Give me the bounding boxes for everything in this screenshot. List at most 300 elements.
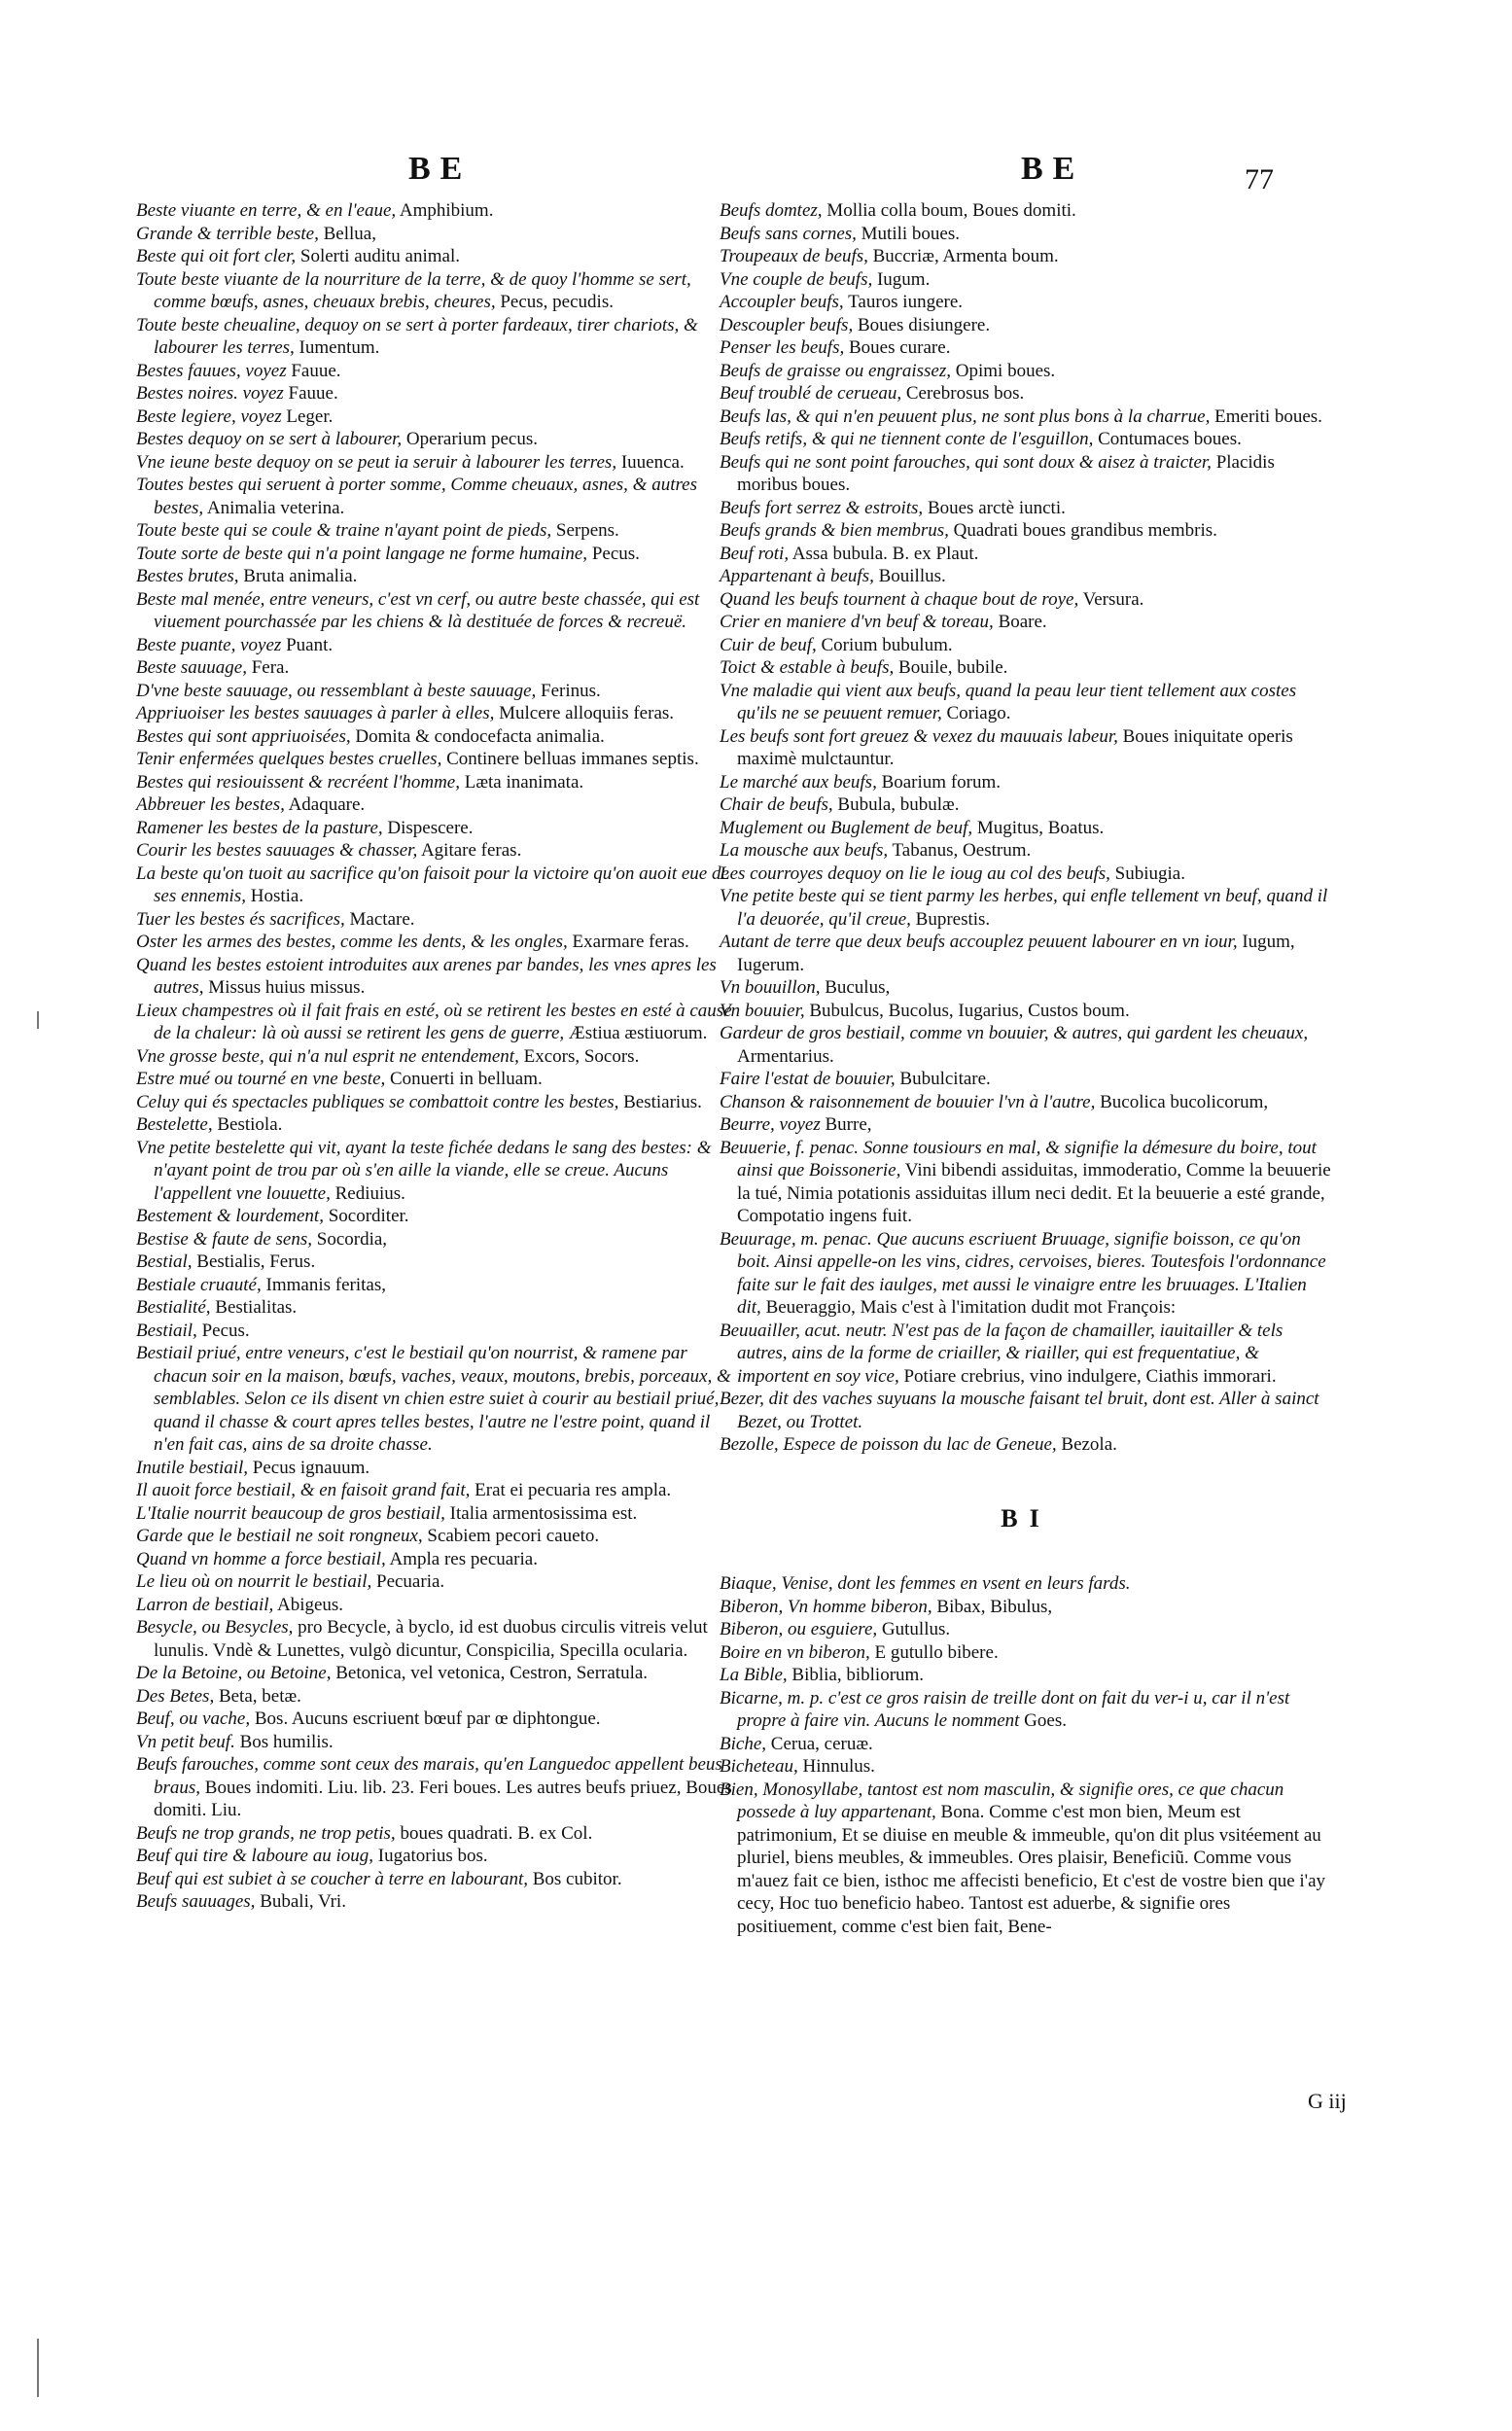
entry-french: Crier en maniere d'vn beuf & toreau, bbox=[720, 612, 994, 632]
entry-french: Toute sorte de beste qui n'a point langage ne forme humaine, bbox=[136, 543, 588, 564]
dictionary-entry bbox=[720, 565, 1332, 588]
entry-french: Beuuerie, f. penac. Sonne tousiours en mal, & signifie la démesure du boire, tout ainsi que Boissonerie, bbox=[720, 1137, 1317, 1180]
dictionary-entry bbox=[720, 1000, 1332, 1023]
entry-french: Toute beste qui se coule & traine n'ayant point de pieds, bbox=[136, 520, 552, 541]
dictionary-entry bbox=[720, 1022, 1332, 1068]
entry-latin: Exarmare feras. bbox=[572, 932, 689, 952]
entry-french: Beuf roti, bbox=[720, 543, 790, 564]
dictionary-entry bbox=[136, 223, 734, 246]
entry-french: Bestes brutes, bbox=[136, 566, 239, 586]
entry-latin: Scabiem pecori caueto. bbox=[427, 1526, 600, 1546]
dictionary-entry bbox=[720, 1068, 1332, 1091]
entry-latin: Placidis moribus boues. bbox=[737, 451, 1275, 495]
entry-latin: Immanis feritas, bbox=[265, 1274, 386, 1295]
dictionary-entry bbox=[720, 931, 1332, 976]
dictionary-entry bbox=[720, 336, 1332, 360]
entry-french: Chanson & raisonnement de bouuier l'vn à l'autre, bbox=[720, 1091, 1096, 1112]
entry-french: Beufs domtez, bbox=[720, 200, 823, 221]
dictionary-entry bbox=[720, 863, 1332, 886]
dictionary-entry bbox=[720, 725, 1332, 771]
entry-latin: Fera. bbox=[251, 657, 290, 678]
dictionary-entry bbox=[720, 817, 1332, 840]
dictionary-entry bbox=[136, 588, 734, 634]
entry-latin: Solerti auditu animal. bbox=[299, 246, 460, 266]
entry-french: Beufs retifs, & qui ne tiennent conte de l'esguillon, bbox=[720, 429, 1094, 449]
entry-latin: Cerebrosus bos. bbox=[905, 383, 1025, 404]
dictionary-entry bbox=[136, 1731, 734, 1754]
dictionary-entry bbox=[136, 1594, 734, 1617]
section-heading-bi: BI bbox=[1001, 1503, 1051, 1533]
entry-latin: Boues curare. bbox=[848, 337, 951, 358]
dictionary-entry bbox=[720, 199, 1332, 223]
entry-latin: Bestialitas. bbox=[215, 1297, 298, 1318]
dictionary-entry bbox=[136, 543, 734, 566]
entry-latin: Beta, betæ. bbox=[218, 1685, 301, 1707]
dictionary-entry bbox=[136, 428, 734, 451]
entry-french: Beufs farouches, comme sont ceux des marais, qu'en Languedoc appellent beus braus, bbox=[136, 1754, 722, 1798]
entry-latin: Corium bubulum. bbox=[821, 634, 953, 655]
dictionary-entry bbox=[720, 588, 1332, 612]
dictionary-entry bbox=[136, 1685, 734, 1709]
dictionary-entry bbox=[720, 611, 1332, 634]
entry-french: Des Betes, bbox=[136, 1685, 215, 1707]
entry-french: Le lieu où on nourrit le bestiail, bbox=[136, 1571, 372, 1592]
entry-french: Bezolle, Espece de poisson du lac de Geneue, bbox=[720, 1434, 1057, 1455]
entry-latin: Mugitus, Boatus. bbox=[976, 817, 1105, 838]
right-column bbox=[720, 199, 1332, 1938]
entry-french: Beste viuante en terre, & en l'eaue, bbox=[136, 200, 397, 221]
entry-latin: Pecus. bbox=[591, 543, 640, 564]
entry-latin: Buccriæ, Armenta boum. bbox=[872, 246, 1059, 266]
entry-latin: Bestiola. bbox=[217, 1114, 283, 1135]
dictionary-entry bbox=[136, 1890, 734, 1914]
entry-french: Vn bouuillon, bbox=[720, 977, 821, 998]
dictionary-entry bbox=[720, 382, 1332, 405]
entry-latin: Bos cubitor. bbox=[532, 1868, 622, 1889]
entry-french: Beuf, ou vache, bbox=[136, 1709, 251, 1729]
entry-latin: Emeriti boues. bbox=[1214, 405, 1322, 427]
entry-french: Vne maladie qui vient aux beufs, quand la peau leur tient tellement aux costes qu'ils ne se peuuent remuer, bbox=[720, 680, 1297, 723]
section-bi-entries bbox=[720, 1572, 1332, 1938]
entry-french: Courir les bestes sauuages & chasser, bbox=[136, 840, 418, 861]
entry-latin: Subiugia. bbox=[1114, 863, 1185, 884]
entry-french: Garde que le bestiail ne soit rongneux, bbox=[136, 1526, 423, 1546]
dictionary-entry bbox=[136, 1296, 734, 1320]
entry-latin: Opimi boues. bbox=[955, 360, 1056, 381]
dictionary-entry bbox=[136, 1091, 734, 1114]
entry-french: Bestes qui sont appriuoisées, bbox=[136, 725, 351, 747]
entry-french: Beufs sans cornes, bbox=[720, 223, 857, 244]
entry-french: Les beufs sont fort greuez & vexez du mauuais labeur, bbox=[720, 725, 1118, 747]
entry-latin: Dispescere. bbox=[387, 817, 474, 838]
entry-french: Toict & estable à beufs, bbox=[720, 657, 895, 678]
entry-french: Beurre, voyez bbox=[720, 1114, 821, 1135]
entry-latin: Buprestis. bbox=[915, 908, 991, 930]
dictionary-entry bbox=[720, 1641, 1332, 1665]
dictionary-entry bbox=[720, 1572, 1332, 1596]
entry-latin: Operarium pecus. bbox=[405, 429, 538, 449]
entry-latin: Conuerti in belluam. bbox=[390, 1069, 543, 1089]
entry-french: Estre mué ou tourné en vne beste, bbox=[136, 1069, 386, 1089]
entry-french: Bestial, bbox=[136, 1251, 193, 1272]
entry-french: Biberon, Vn homme biberon, bbox=[720, 1596, 932, 1617]
entry-latin: Boare. bbox=[998, 612, 1047, 632]
dictionary-entry bbox=[136, 519, 734, 543]
entry-latin: Gutullus. bbox=[881, 1619, 951, 1639]
entry-french: Beste qui oit fort cler, bbox=[136, 246, 297, 266]
signature-mark: G iij bbox=[1308, 2089, 1347, 2113]
entry-latin: Agitare feras. bbox=[420, 840, 522, 861]
entry-latin: Armentarius. bbox=[737, 1045, 834, 1067]
entry-french: Vn petit beuf. bbox=[136, 1731, 235, 1752]
entry-french: Quand les bestes estoient introduites aux arenes par bandes, les vnes apres les autres, bbox=[136, 954, 717, 998]
entry-latin: Domita & condocefacta animalia. bbox=[355, 725, 605, 747]
entry-french: Troupeaux de beufs, bbox=[720, 246, 868, 266]
dictionary-entry bbox=[136, 1708, 734, 1731]
entry-latin: Serpens. bbox=[555, 520, 619, 541]
entry-french: Ramener les bestes de la pasture, bbox=[136, 817, 383, 838]
entry-latin: Animalia veterina. bbox=[206, 497, 345, 518]
entry-french: Bestise & faute de sens, bbox=[136, 1228, 312, 1250]
dictionary-entry bbox=[720, 1596, 1332, 1619]
entry-french: Bezer, dit des vaches suyuans la mousche faisant tel bruit, dont est. Aller à sainct Bezet, ou Trottet. bbox=[720, 1389, 1319, 1432]
entry-latin: Pecus, pecudis. bbox=[500, 292, 614, 312]
left-column bbox=[136, 199, 734, 1914]
entry-latin: Mollia colla boum, Boues domiti. bbox=[826, 200, 1076, 221]
entry-latin: Bubula, bubulæ. bbox=[837, 794, 960, 815]
entry-french: Beufs fort serrez & estroits, bbox=[720, 497, 924, 518]
entry-french: Chair de beufs, bbox=[720, 794, 833, 815]
dictionary-entry bbox=[136, 771, 734, 794]
dictionary-entry bbox=[136, 1548, 734, 1571]
entry-latin: Ferinus. bbox=[541, 680, 601, 701]
dictionary-entry bbox=[136, 680, 734, 703]
entry-latin: Boues iniquitate operis maximè mulctauntur. bbox=[737, 725, 1293, 769]
entry-french: Beufs ne trop grands, ne trop petis, bbox=[136, 1822, 396, 1844]
entry-latin: Continere belluas immanes septis. bbox=[446, 749, 699, 769]
dictionary-entry bbox=[720, 1320, 1332, 1389]
entry-latin: Cerua, ceruæ. bbox=[770, 1733, 873, 1754]
entry-french: Penser les beufs, bbox=[720, 337, 845, 358]
dictionary-entry bbox=[720, 519, 1332, 543]
entry-french: Beufs grands & bien membrus, bbox=[720, 520, 949, 541]
entry-latin: Betonica, vel vetonica, Cestron, Serratula. bbox=[335, 1663, 649, 1683]
entry-french: Vne ieune beste dequoy on se peut ia seruir à labourer les terres, bbox=[136, 451, 617, 473]
dictionary-entry bbox=[720, 1664, 1332, 1687]
running-head-left: BE bbox=[408, 151, 473, 187]
entry-latin: Socordia, bbox=[316, 1228, 388, 1250]
entry-latin: Bibax, Bibulus, bbox=[936, 1596, 1053, 1617]
entry-latin: Fauue. bbox=[288, 383, 338, 404]
dictionary-entry bbox=[720, 497, 1332, 520]
entry-latin: Iuuenca. bbox=[620, 451, 685, 473]
entry-french: Toutes bestes qui seruent à porter somme, Comme cheuaux, asnes, & autres bestes, bbox=[136, 475, 697, 518]
entry-french: Beste mal menée, entre veneurs, c'est vn cerf, ou autre beste chassée, qui est viuement pourchassée par les chiens & là destituée de forces & recreuë. bbox=[136, 588, 700, 632]
entry-latin: Iumentum. bbox=[299, 337, 380, 358]
dictionary-entry bbox=[136, 931, 734, 954]
entry-french: Biche, bbox=[720, 1733, 767, 1754]
entry-french: Tuer les bestes és sacrifices, bbox=[136, 908, 345, 930]
entry-latin: Boues arctè iuncti. bbox=[927, 497, 1066, 518]
entry-french: Les courroyes dequoy on lie le ioug au col des beufs, bbox=[720, 863, 1110, 884]
entry-french: Bestes noires. voyez bbox=[136, 383, 284, 404]
entry-latin: Coriago. bbox=[946, 703, 1011, 723]
entry-french: Larron de bestiail, bbox=[136, 1594, 274, 1615]
entry-french: Inutile bestiail, bbox=[136, 1457, 249, 1478]
entry-french: Biberon, ou esguiere, bbox=[720, 1619, 878, 1639]
dictionary-entry bbox=[720, 885, 1332, 931]
dictionary-entry bbox=[136, 199, 734, 223]
entry-latin: Bos humilis. bbox=[239, 1731, 334, 1752]
entry-latin: Goes. bbox=[1024, 1710, 1067, 1731]
entry-french: De la Betoine, ou Betoine, bbox=[136, 1663, 332, 1683]
entry-french: Beste puante, voyez bbox=[136, 634, 282, 655]
margin-mark bbox=[37, 2339, 39, 2397]
entry-french: Autant de terre que deux beufs accouplez peuuent labourer en vn iour, bbox=[720, 932, 1238, 952]
entry-french: Muglement ou Buglement de beuf, bbox=[720, 817, 973, 838]
dictionary-entry bbox=[720, 1137, 1332, 1228]
dictionary-entry bbox=[136, 1045, 734, 1069]
entry-latin: Excors, Socors. bbox=[523, 1045, 640, 1067]
entry-latin: Bucolica bucolicorum, bbox=[1100, 1091, 1269, 1112]
entry-latin: Tauros iungere. bbox=[848, 292, 964, 312]
right-column-entries bbox=[720, 199, 1332, 1457]
entry-latin: Rediuius. bbox=[334, 1182, 405, 1204]
entry-latin: Bos. Aucuns escriuent bœuf par œ diphtongue. bbox=[254, 1709, 601, 1729]
entry-latin: Iugum. bbox=[876, 268, 931, 290]
entry-french: Bestement & lourdement, bbox=[136, 1206, 324, 1226]
dictionary-entry bbox=[136, 1113, 734, 1137]
entry-latin: Mulcere alloquiis feras. bbox=[499, 703, 675, 723]
dictionary-entry bbox=[720, 976, 1332, 1000]
entry-french: Vne couple de beufs, bbox=[720, 268, 873, 290]
entry-french: Quand vn homme a force bestiail, bbox=[136, 1548, 386, 1569]
entry-french: D'vne beste sauuage, ou ressemblant à beste sauuage, bbox=[136, 680, 537, 701]
dictionary-entry bbox=[136, 839, 734, 863]
entry-latin: Boues disiungere. bbox=[857, 314, 991, 335]
entry-latin: Boarium forum. bbox=[881, 771, 1002, 793]
page-number: 77 bbox=[1245, 163, 1274, 195]
entry-latin: Leger. bbox=[286, 405, 334, 427]
dictionary-entry bbox=[136, 1845, 734, 1868]
entry-french: Celuy qui és spectacles publiques se combattoit contre les bestes, bbox=[136, 1091, 619, 1112]
entry-latin: Tabanus, Oestrum. bbox=[892, 840, 1032, 861]
entry-latin: Potiare crebrius, vino indulgere, Ciathis immorari. bbox=[903, 1365, 1277, 1387]
dictionary-entry bbox=[136, 725, 734, 749]
dictionary-entry bbox=[720, 1755, 1332, 1779]
dictionary-entry bbox=[720, 245, 1332, 268]
entry-french: Il auoit force bestiail, & en faisoit grand fait, bbox=[136, 1480, 471, 1500]
entry-french: Beufs de graisse ou engraissez, bbox=[720, 360, 952, 381]
entry-french: Bicheteau, bbox=[720, 1756, 798, 1777]
entry-latin: Socorditer. bbox=[328, 1206, 409, 1226]
entry-latin: Burre, bbox=[825, 1114, 872, 1135]
entry-french: Bicarne, m. p. c'est ce gros raisin de treille dont on fait du ver-i u, car il n'est propre à faire vin. Aucuns le nomment bbox=[720, 1687, 1290, 1731]
entry-latin: E gutullo bibere. bbox=[874, 1641, 999, 1663]
dictionary-entry bbox=[136, 405, 734, 429]
entry-french: La Bible, bbox=[720, 1665, 788, 1685]
entry-french: Bestiale cruauté, bbox=[136, 1274, 262, 1295]
entry-french: Faire l'estat de bouuier, bbox=[720, 1069, 896, 1089]
dictionary-entry bbox=[720, 839, 1332, 863]
dictionary-entry bbox=[136, 634, 734, 657]
dictionary-entry bbox=[720, 360, 1332, 383]
entry-french: Bestes fauues, voyez bbox=[136, 360, 287, 381]
dictionary-entry bbox=[720, 793, 1332, 817]
entry-french: Bestes qui resiouissent & recréent l'homme, bbox=[136, 771, 460, 793]
dictionary-entry bbox=[136, 702, 734, 725]
dictionary-entry bbox=[136, 474, 734, 519]
entry-french: Gardeur de gros bestiail, comme vn bouuier, & autres, qui gardent les cheuaux, bbox=[720, 1023, 1309, 1043]
entry-latin: Bellua, bbox=[323, 223, 376, 244]
dictionary-entry bbox=[720, 268, 1332, 292]
entry-french: Tenir enfermées quelques bestes cruelles, bbox=[136, 749, 442, 769]
entry-french: Bien, Monosyllabe, tantost est nom masculin, & signifie ores, ce que chacun possede à luy appartenant, bbox=[720, 1779, 1284, 1822]
entry-latin: Quadrati boues grandibus membris. bbox=[953, 520, 1217, 541]
entry-latin: Ampla res pecuaria. bbox=[389, 1548, 538, 1569]
dictionary-entry bbox=[720, 1228, 1332, 1320]
dictionary-entry bbox=[720, 656, 1332, 680]
entry-latin: Iugum, Iugerum. bbox=[737, 932, 1295, 975]
dictionary-entry bbox=[720, 771, 1332, 794]
dictionary-entry bbox=[136, 1502, 734, 1526]
entry-french: La mousche aux beufs, bbox=[720, 840, 889, 861]
dictionary-entry bbox=[720, 1113, 1332, 1137]
entry-latin: Biblia, bibliorum. bbox=[791, 1665, 925, 1685]
entry-latin: Mutili boues. bbox=[861, 223, 960, 244]
dictionary-entry bbox=[720, 543, 1332, 566]
entry-french: Accoupler beufs, bbox=[720, 292, 844, 312]
entry-latin: Bubali, Vri. bbox=[260, 1891, 346, 1912]
entry-latin: Italia armentosissima est. bbox=[449, 1502, 638, 1524]
entry-latin: Pecus ignauum. bbox=[252, 1457, 370, 1478]
dictionary-entry bbox=[136, 1753, 734, 1822]
entry-french: Boire en vn biberon, bbox=[720, 1641, 870, 1663]
entry-french: Bestialité, bbox=[136, 1297, 211, 1318]
dictionary-entry bbox=[136, 1457, 734, 1480]
entry-latin: Puant. bbox=[286, 634, 334, 655]
dictionary-entry bbox=[136, 451, 734, 475]
dictionary-entry bbox=[136, 863, 734, 908]
dictionary-entry bbox=[136, 268, 734, 314]
dictionary-entry bbox=[136, 1320, 734, 1343]
entry-french: Toute beste cheualine, dequoy on se sert à porter fardeaux, tirer chariots, & labourer les terres, bbox=[136, 314, 698, 358]
entry-french: Appriuoiser les bestes sauuages à parler à elles, bbox=[136, 703, 495, 723]
dictionary-entry bbox=[136, 1000, 734, 1045]
entry-french: L'Italie nourrit beaucoup de gros bestiail, bbox=[136, 1502, 445, 1524]
entry-french: Vn bouuier, bbox=[720, 1000, 805, 1021]
entry-latin: Bestialis, Ferus. bbox=[196, 1251, 316, 1272]
entry-french: Appartenant à beufs, bbox=[720, 566, 874, 586]
dictionary-entry bbox=[720, 451, 1332, 497]
entry-french: Bestelette, bbox=[136, 1114, 213, 1135]
dictionary-entry bbox=[136, 1251, 734, 1274]
entry-french: Bestiail priué, entre veneurs, c'est le bestiail qu'on nourrist, & ramene par chacun soir en la maison, bœufs, vaches, veaux, moutons, brebis, porceaux, & semblables. Selon ce ils disent vn chien estre suiet à courir au bestiail priué, quand il chasse & court apres telles bestes, l'autre ne l'estre point, quand il n'en fait cas, ains de sa droite chasse. bbox=[136, 1343, 731, 1455]
entry-latin: Bouile, bubile. bbox=[898, 657, 1008, 678]
entry-french: Abbreuer les bestes, bbox=[136, 794, 285, 815]
dictionary-entry bbox=[720, 634, 1332, 657]
entry-french: Beufs las, & qui n'en peuuent plus, ne sont plus bons à la charrue, bbox=[720, 405, 1211, 427]
dictionary-entry bbox=[136, 1137, 734, 1206]
entry-latin: Adaquare. bbox=[288, 794, 366, 815]
entry-french: Beuf qui tire & laboure au ioug, bbox=[136, 1846, 373, 1866]
entry-latin: Boues indomiti. Liu. lib. 23. Feri boues. Les autres beufs priuez, Boues domiti. Liu. bbox=[154, 1777, 732, 1820]
entry-french: Toute beste viuante de la nourriture de la terre, & de quoy l'homme se sert, comme bœufs, asnes, cheuaux brebis, cheures, bbox=[136, 268, 691, 312]
dictionary-entry bbox=[720, 1779, 1332, 1939]
dictionary-entry bbox=[136, 1479, 734, 1502]
entry-latin: Bubulcus, Bucolus, Iugarius, Custos boum. bbox=[809, 1000, 1130, 1021]
dictionary-entry bbox=[136, 382, 734, 405]
entry-french: Vne petite bestelette qui vit, ayant la teste fichée dedans le sang des bestes: & n'ayant point de trou par où s'en aille la viande, elle se creue. Aucuns l'appellent vne louuette, bbox=[136, 1137, 712, 1204]
entry-latin: Assa bubula. B. ex Plaut. bbox=[791, 543, 979, 564]
entry-french: Cuir de beuf, bbox=[720, 634, 817, 655]
margin-mark bbox=[37, 1011, 39, 1029]
entry-french: Vne petite beste qui se tient parmy les herbes, qui enfle tellement vn beuf, quand il l'a deuorée, qu'il creue, bbox=[720, 886, 1328, 930]
entry-french: Oster les armes des bestes, comme les dents, & les ongles, bbox=[136, 932, 568, 952]
entry-french: Beuurage, m. penac. Que aucuns escriuent Bruuage, signifie boisson, ce qu'on boit. Ainsi appelle-on les vins, cidres, cervoises, bieres. Toutesfois l'ordonnance faite sur le fait des iaulges, met aussi le vinaigre entre les bruuages. L'Italien dit, bbox=[720, 1228, 1326, 1318]
entry-latin: Bruta animalia. bbox=[243, 566, 358, 586]
dictionary-entry bbox=[720, 1091, 1332, 1114]
dictionary-entry bbox=[720, 1433, 1332, 1457]
dictionary-entry bbox=[136, 793, 734, 817]
entry-latin: boues quadrati. B. ex Col. bbox=[400, 1822, 593, 1844]
dictionary-entry bbox=[720, 223, 1332, 246]
entry-french: Bestiail, bbox=[136, 1320, 197, 1341]
dictionary-entry bbox=[720, 1618, 1332, 1641]
dictionary-entry bbox=[136, 954, 734, 1000]
dictionary-entry bbox=[136, 1822, 734, 1846]
running-head-right: BE bbox=[1021, 151, 1085, 187]
dictionary-entry bbox=[136, 314, 734, 360]
entry-latin: Hinnulus. bbox=[802, 1756, 875, 1777]
entry-french: Beuf qui est subiet à se coucher à terre en labourant, bbox=[136, 1868, 528, 1889]
entry-french: La beste qu'on tuoit au sacrifice qu'on faisoit pour la victoire qu'on auoit eue de ses ennemis, bbox=[136, 863, 729, 906]
entry-latin: Bona. Comme c'est mon bien, Meum est patrimonium, Et se diuise en meuble & immeuble, qu'on dit plus vsitéement au pluriel, biens meubles, & immeubles. Ores plaisir, Beneficiũ. Comme vous m'auez fait ce bien, isthoc me affecisti beneficio, Et c'est de vostre bien que i'ay cecy, Hoc tuo beneficio habeo. Tantost est aduerbe, & signifie ores positiuement, comme c'est bien fait, Bene- bbox=[737, 1802, 1326, 1937]
entry-latin: Abigeus. bbox=[276, 1594, 344, 1615]
entry-french: Descoupler beufs, bbox=[720, 314, 854, 335]
entry-latin: Mactare. bbox=[349, 908, 415, 930]
dictionary-entry bbox=[136, 360, 734, 383]
entry-latin: Pecuaria. bbox=[376, 1571, 445, 1592]
entry-latin: Hostia. bbox=[250, 886, 304, 906]
dictionary-entry bbox=[136, 656, 734, 680]
dictionary-entry bbox=[720, 291, 1332, 314]
entry-latin: Iugatorius bos. bbox=[377, 1846, 488, 1866]
dictionary-entry bbox=[720, 314, 1332, 337]
entry-latin: Pecus. bbox=[201, 1320, 250, 1341]
dictionary-entry bbox=[136, 1868, 734, 1891]
entry-latin: Buculus, bbox=[825, 977, 891, 998]
dictionary-entry bbox=[136, 908, 734, 932]
entry-french: Beuuailler, acut. neutr. N'est pas de la façon de chamailler, iauitailler & tels autres, ains de la forme de criailler, & riailler, qui est frequentatiue, & importent en soy vice, bbox=[720, 1320, 1283, 1387]
dictionary-entry bbox=[720, 680, 1332, 725]
entry-french: Biaque, Venise, dont les femmes en vsent en leurs fards. bbox=[720, 1573, 1131, 1594]
entry-french: Lieux champestres où il fait frais en esté, où se retirent les bestes en esté à cause de la chaleur: là où aussi se retirent les gens de guerre, bbox=[136, 1000, 732, 1043]
entry-latin: Læta inanimata. bbox=[464, 771, 584, 793]
entry-french: Besycle, ou Besycles, bbox=[136, 1617, 294, 1638]
dictionary-entry bbox=[136, 245, 734, 268]
dictionary-entry bbox=[720, 428, 1332, 451]
entry-french: Grande & terrible beste, bbox=[136, 223, 319, 244]
entry-french: Beste sauuage, bbox=[136, 657, 247, 678]
entry-latin: Bezola. bbox=[1061, 1434, 1117, 1455]
dictionary-entry bbox=[136, 1205, 734, 1228]
dictionary-entry bbox=[136, 1525, 734, 1548]
entry-latin: Bubulcitare. bbox=[899, 1069, 991, 1089]
entry-latin: Versura. bbox=[1082, 588, 1144, 610]
dictionary-entry bbox=[136, 1228, 734, 1251]
dictionary-entry bbox=[136, 1068, 734, 1091]
